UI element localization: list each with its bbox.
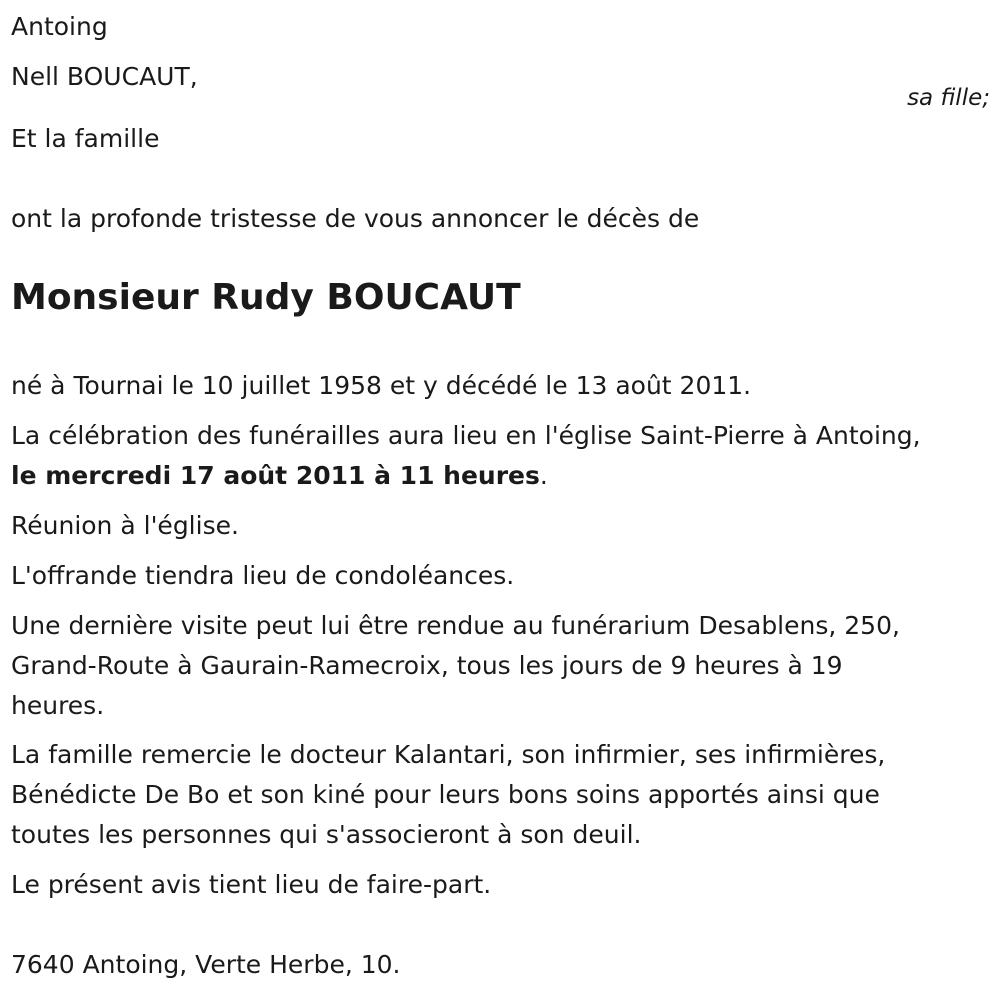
thanks-line-1: La famille remercie le docteur Kalantari, son infirmier, ses infirmières, [11, 740, 886, 769]
funeral-intro-line: La célébration des funérailles aura lieu en l'église Saint-Pierre à Antoing, [11, 421, 921, 450]
daughter-name: Nell BOUCAUT, [11, 62, 198, 91]
funeral-date: le mercredi 17 août 2011 à 11 heures [11, 461, 540, 490]
thanks-line-3: toutes les personnes qui s'associeront à son deuil. [11, 820, 642, 849]
birth-death-line: né à Tournai le 10 juillet 1958 et y décédé le 13 août 2011. [11, 371, 752, 400]
visit-line-1: Une dernière visite peut lui être rendue au funérarium Desablens, 250, [11, 611, 900, 640]
funeral-date-period: . [539, 461, 548, 490]
deceased-name: Monsieur Rudy BOUCAUT [11, 277, 521, 318]
daughter-relation: sa fille; [907, 85, 990, 111]
address-line: 7640 Antoing, Verte Herbe, 10. [11, 950, 401, 979]
visit-line-3: heures. [11, 691, 105, 720]
offering-line: L'offrande tiendra lieu de condoléances. [11, 561, 515, 590]
notice-line: Le présent avis tient lieu de faire-part. [11, 870, 492, 899]
meeting-line: Réunion à l'église. [11, 511, 239, 540]
thanks-line-2: Bénédicte De Bo et son kiné pour leurs bons soins apportés ainsi que [11, 780, 880, 809]
announcement-text: ont la profonde tristesse de vous annoncer le décès de [11, 204, 700, 233]
header-place: Antoing [11, 12, 108, 41]
family-line: Et la famille [11, 124, 160, 153]
funeral-date-line [11, 463, 548, 488]
visit-line-2: Grand-Route à Gaurain-Ramecroix, tous les jours de 9 heures à 19 [11, 651, 843, 680]
